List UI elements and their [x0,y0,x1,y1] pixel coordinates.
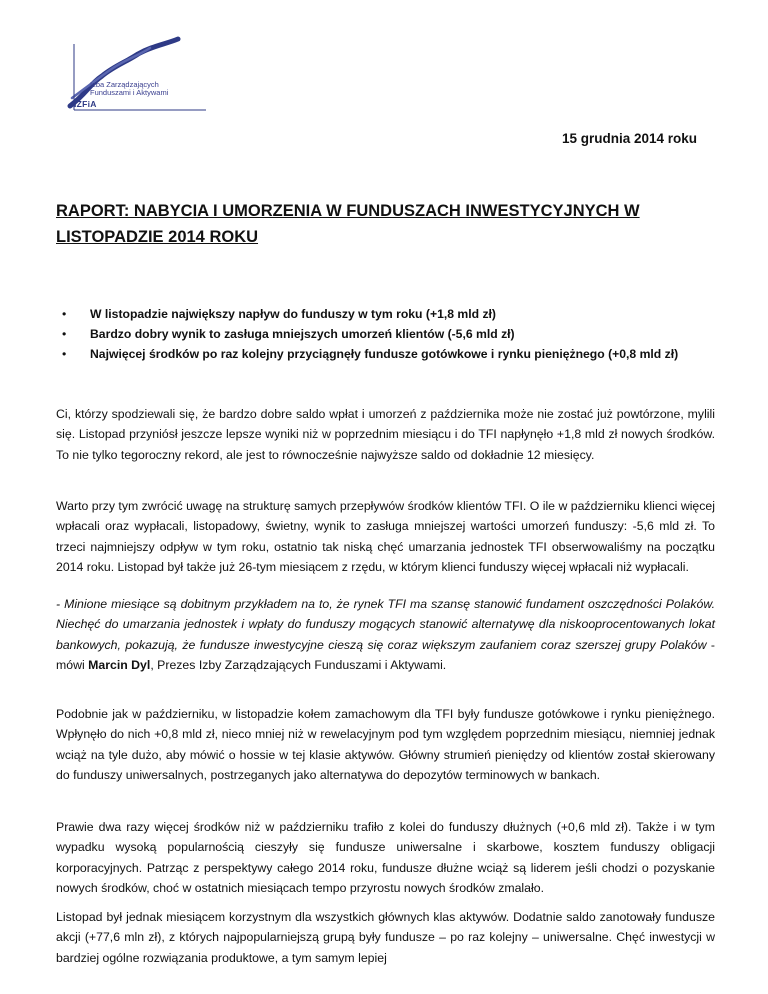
quote-text: - Minione miesiące są dobitnym przykładem na to, że rynek TFI ma szansę stanowić fundament oszczędności Polaków. Niechęć do umarzania jednostek i wpłaty do funduszy mogących stanowić alternatywę dla niskooprocentowanych lokat bankowych, pokazują, że fundusze inwestycyjne cieszą się coraz większym zaufaniem coraz szerszej grupy Polaków [56,597,715,652]
report-date: 15 grudnia 2014 roku [561,131,697,146]
logo-text-line1: Izba Zarządzających [90,80,159,89]
paragraph-debt-funds: Prawie dwa razy więcej środków niż w październiku trafiło z kolei do funduszy dłużnych (+0,6 mld zł). Także i w tym wypadku wysoką popularnością cieszyły się fundusze uniwersalne i skarbowe, kosztem funduszy obligacji korporacyjnych. Patrząc z perspektywy całego 2014 roku, fundusze dłużne wciąż są liderem jeśli chodzi o pozyskanie nowych środków, choć w ostatnich miesiącach tempo przyrostu nowych środków zmalało. [56,820,715,896]
quote-says: - mówi [56,637,715,673]
paragraph-money-market: Podobnie jak w październiku, w listopadzie kołem zamachowym dla TFI były fundusze gotówkowe i rynku pieniężnego. Wpłynęło do nich +0,8 mld zł, nieco mniej niż w rewelacyjnym pod tym względem poprzednim miesiącu, niemniej jednak wciąż na tyle dużo, aby mówić o hossie w tej klasie aktywów. Główny strumień pieniędzy od klientów został skierowany do funduszy uniwersalnych, postrzeganych jako alternatywa do depozytów terminowych w bankach. [56,707,715,783]
paragraph-structure: Warto przy tym zwrócić uwagę na strukturę samych przepływów środków klientów TFI. O ile w październiku klienci więcej wpłacali oraz wypłacali, listopadowy, świetny, wynik to zasługa mniejszej wartości umorzeń funduszy: -5,6 mld zł. To trzeci najmniejszy odpływ w tym roku, ostatnio tak niską chęć umarzania jednostek TFI obserwowaliśmy na początku 2014 roku. Listopad był także już 26-tym miesiącem z rzędu, w którym klienci funduszy więcej wpłacali niż wypłacali. [56,499,715,575]
paragraph-equity-funds: Listopad był jednak miesiącem korzystnym dla wszystkich głównych klas aktywów. Dodatnie saldo zanotowały fundusze akcji (+77,6 mln zł), z których najpopularniejszą grupą były fundusze – po raz kolejny – uniwersalne. Chęć inwestycji w bardziej ogólne rozwiązania produktowe, a tym samym lepiej [56,910,715,965]
izfia-logo [66,36,206,112]
report-title: RAPORT: NABYCIA I UMORZENIA W FUNDUSZACH INWESTYCYJNYCH W LISTOPADZIE 2014 ROKU [56,202,640,246]
highlight-item: • W listopadzie największy napływ do funduszy w tym roku (+1,8 mld zł) [56,304,716,324]
quote-author: Marcin Dyl [88,658,151,673]
logo-abbreviation: IZFiA [74,99,97,109]
highlight-item: • Najwięcej środków po raz kolejny przyciągnęły fundusze gotówkowe i rynku pieniężnego (+0,8 mld zł) [56,344,716,364]
logo-text-line2: Funduszami i Aktywami [90,88,169,97]
paragraph-quote [56,594,715,676]
highlights-list [56,304,716,364]
quote-author-role: , Prezes Izby Zarządzających Funduszami i Aktywami. [150,658,447,673]
highlight-item: • Bardzo dobry wynik to zasługa mniejszych umorzeń klientów (-5,6 mld zł) [56,324,716,344]
paragraph-intro: Ci, którzy spodziewali się, że bardzo dobre saldo wpłat i umorzeń z października może nie zostać już powtórzone, mylili się. Listopad przyniósł jeszcze lepsze wyniki niż w poprzednim miesiącu i do TFI napłynęło +1,8 mld zł nowych środków. To nie tylko tegoroczny rekord, ale jest to równocześnie najwyższe saldo od dokładnie 12 miesięcy. [56,407,715,462]
